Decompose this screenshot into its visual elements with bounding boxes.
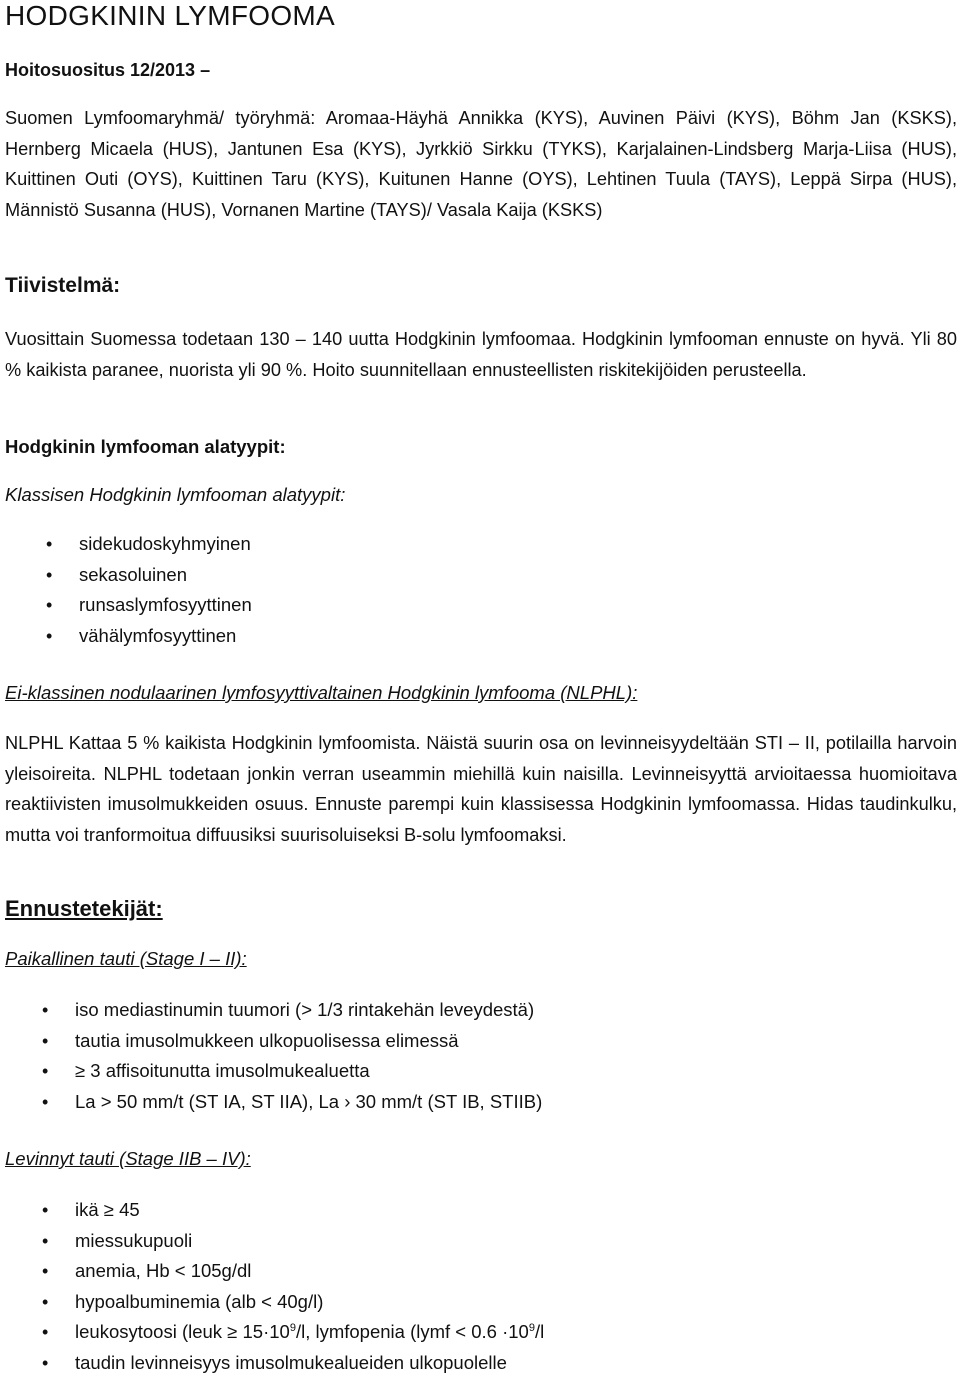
advanced-disease-list [75, 1195, 544, 1378]
bullet-icon: • [46, 560, 52, 591]
nlphl-heading: Ei-klassinen nodulaarinen lymfosyyttivaltainen Hodgkinin lymfooma (NLPHL): [5, 682, 637, 704]
bullet-icon: • [42, 1056, 48, 1087]
list-item-text: taudin levinneisyys imusolmukealueiden ulkopuolelle [75, 1352, 507, 1373]
list-item [79, 560, 252, 591]
local-disease-list [75, 995, 542, 1117]
authors-paragraph: Suomen Lymfoomaryhmä/ työryhmä: Aromaa-Häyhä Annikka (KYS), Auvinen Päivi (KYS), Böhm Jan (KSKS), Hernberg Micaela (HUS), Jantunen Esa (KYS), Jyrkkiö Sirkku (TYKS), Karjalainen-Lindsberg Marja-Liisa (HUS), Kuittinen Outi (OYS), Kuittinen Taru (KYS), Kuitunen Hanne (OYS), Lehtinen Tuula (TAYS), Leppä Sirpa (HUS), Männistö Susanna (HUS), Vornanen Martine (TAYS)/ Vasala Kaija (KSKS) [5, 103, 957, 225]
list-item [79, 621, 252, 652]
bullet-icon: • [42, 1348, 48, 1378]
bullet-icon: • [42, 1287, 48, 1318]
list-item [75, 1287, 544, 1318]
list-item-text: miessukupuoli [75, 1230, 192, 1251]
bullet-icon: • [42, 1026, 48, 1057]
list-item [75, 995, 542, 1026]
leukocytosis-text: leukosytoosi (leuk ≥ $15\cdot 10^9/l$, lymfopenia (lymf < $0.6 \cdot 10^9/l$ [75, 1321, 544, 1342]
subtypes-heading: Hodgkinin lymfooman alatyypit: [5, 436, 286, 458]
document-subtitle: Hoitosuositus 12/2013 – [5, 60, 210, 81]
local-disease-heading: Paikallinen tauti (Stage I – II): [5, 948, 247, 970]
bullet-icon: • [42, 1087, 48, 1118]
list-item [75, 1056, 542, 1087]
list-item-text: anemia, Hb < 105g/dl [75, 1260, 251, 1281]
nlphl-paragraph: NLPHL Kattaa 5 % kaikista Hodgkinin lymfoomista. Näistä suurin osa on levinneisyydeltään STI – II, potilailla harvoin yleisoireita. NLPHL todetaan jonkin verran useammin miehillä kuin naisilla. Levinneisyyttä arvioitaessa huomioitava reaktiivisten imusolmukkeiden osuus. Ennuste parempi kuin klassisessa Hodgkinin lymfoomassa. Hidas taudinkulku, mutta voi tranformoitua diffuusiksi suurisoluiseksi B-solu lymfoomaksi. [5, 728, 957, 850]
bullet-icon: • [42, 1317, 48, 1348]
list-item-text: runsaslymfosyyttinen [79, 594, 252, 615]
list-item-text: tautia imusolmukkeen ulkopuolisessa elimessä [75, 1030, 459, 1051]
list-item [75, 1226, 544, 1257]
bullet-icon: • [46, 621, 52, 652]
list-item [75, 1087, 542, 1118]
list-item [75, 1195, 544, 1226]
prognostic-heading: Ennustetekijät: [5, 896, 163, 922]
summary-paragraph: Vuosittain Suomessa todetaan 130 – 140 uutta Hodgkinin lymfoomaa. Hodgkinin lymfooman ennuste on hyvä. Yli 80 % kaikista paranee, nuorista yli 90 %. Hoito suunnitellaan ennusteellisten riskitekijöiden perusteella. [5, 324, 957, 385]
list-item-text: sidekudoskyhmyinen [79, 533, 251, 554]
bullet-icon: • [46, 590, 52, 621]
classic-subtypes-heading: Klassisen Hodgkinin lymfooman alatyypit: [5, 484, 345, 506]
list-item [79, 590, 252, 621]
list-item-text: hypoalbuminemia (alb < 40g/l) [75, 1291, 323, 1312]
list-item-text: ≥ 3 affisoitunutta imusolmukealuetta [75, 1060, 370, 1081]
list-item [79, 529, 252, 560]
list-item [75, 1026, 542, 1057]
list-item-text: ikä ≥ 45 [75, 1199, 140, 1220]
bullet-icon: • [42, 1195, 48, 1226]
bullet-icon: • [42, 995, 48, 1026]
list-item [75, 1317, 544, 1348]
list-item [75, 1348, 544, 1378]
bullet-icon: • [46, 529, 52, 560]
classic-subtypes-list [79, 529, 252, 651]
list-item [75, 1256, 544, 1287]
summary-heading: Tiivistelmä: [5, 274, 120, 298]
list-item-text: iso mediastinumin tuumori (> 1/3 rintakehän leveydestä) [75, 999, 534, 1020]
bullet-icon: • [42, 1256, 48, 1287]
bullet-icon: • [42, 1226, 48, 1257]
advanced-disease-heading: Levinnyt tauti (Stage IIB – IV): [5, 1148, 251, 1170]
list-item-text: La > 50 mm/t (ST IA, ST IIA), La › 30 mm/t (ST IB, STIIB) [75, 1091, 542, 1112]
list-item-text: vähälymfosyyttinen [79, 625, 236, 646]
document-title: HODGKININ LYMFOOMA [5, 0, 335, 32]
list-item-text: sekasoluinen [79, 564, 187, 585]
